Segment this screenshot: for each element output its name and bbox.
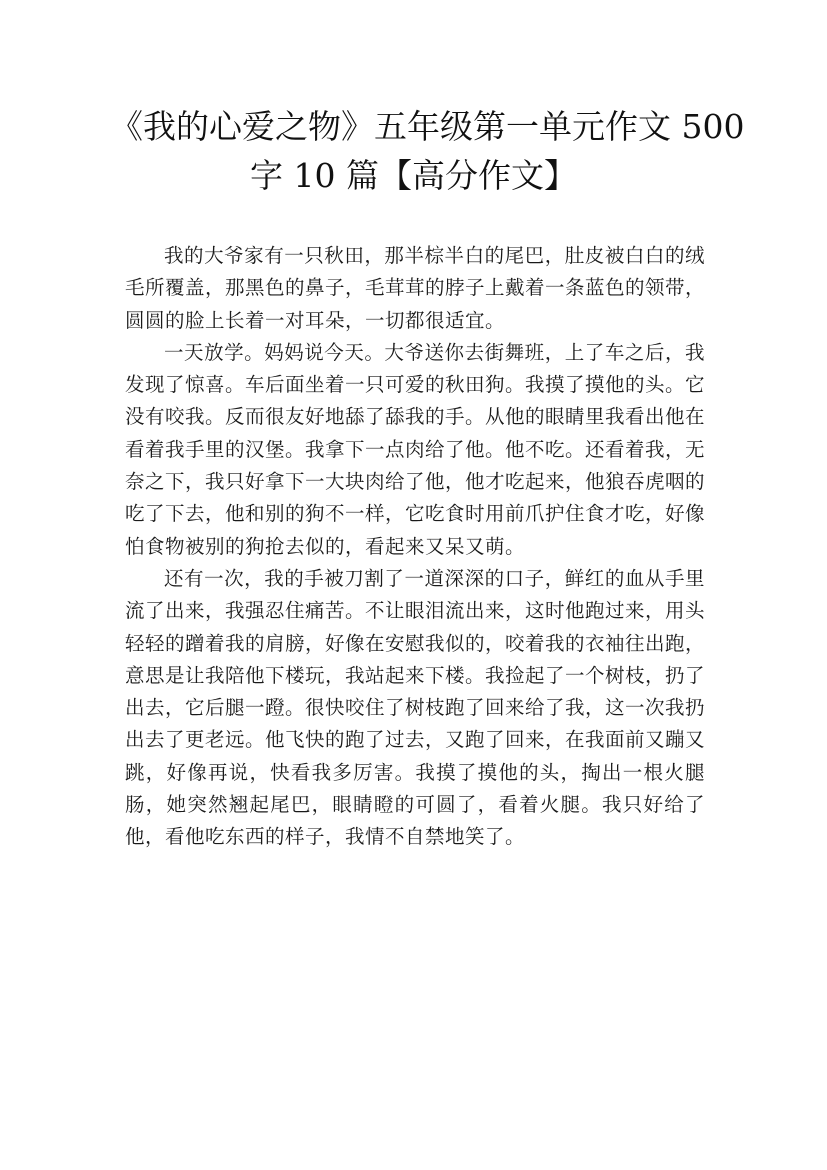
title-line-2: 字 10 篇【高分作文】 — [250, 156, 577, 195]
title-line-1: 《我的心爱之物》五年级第一单元作文 500 — [110, 107, 745, 146]
paragraph-2: 一天放学。妈妈说今天。大爷送你去街舞班，上了车之后，我发现了惊喜。车后面坐着一只可爱的秋田狗。我摸了摸他的头。它没有咬我。反而很友好地舔了舔我的手。从他的眼睛里我看出他在看着我手里的汉堡。我拿下一点肉给了他。他不吃。还看着我，无奈之下，我只好拿下一大块肉给了他，他才吃起来，他狼吞虎咽的吃了下去，他和别的狗不一样，它吃食时用前爪护住食才吃，好像怕食物被别的狗抢去似的，看起来又呆又萌。 — [125, 340, 706, 558]
essay-body — [125, 240, 705, 854]
paragraph-3: 还有一次，我的手被刀割了一道深深的口子，鲜红的血从手里流了出来，我强忍住痛苦。不让眼泪流出来，这时他跑过来，用头轻轻的蹭着我的肩膀，好像在安慰我似的，咬着我的衣袖往出跑，意思是让我陪他下楼玩，我站起来下楼。我捡起了一个树枝，扔了出去，它后腿一蹬。很快咬住了树枝跑了回来给了我，这一次我扔出去了更老远。他飞快的跑了过去，又跑了回来，在我面前又蹦又跳，好像再说，快看我多厉害。我摸了摸他的头，掏出一根火腿肠，她突然翘起尾巴，眼睛瞪的可圆了，看着火腿。我只好给了他，看他吃东西的样子，我情不自禁地笑了。 — [125, 566, 706, 849]
paragraph-1: 我的大爷家有一只秋田，那半棕半白的尾巴，肚皮被白白的绒毛所覆盖，那黑色的鼻子，毛茸茸的脖子上戴着一条蓝色的领带，圆圆的脸上长着一对耳朵，一切都很适宜。 — [125, 244, 706, 332]
page-title — [110, 102, 745, 200]
